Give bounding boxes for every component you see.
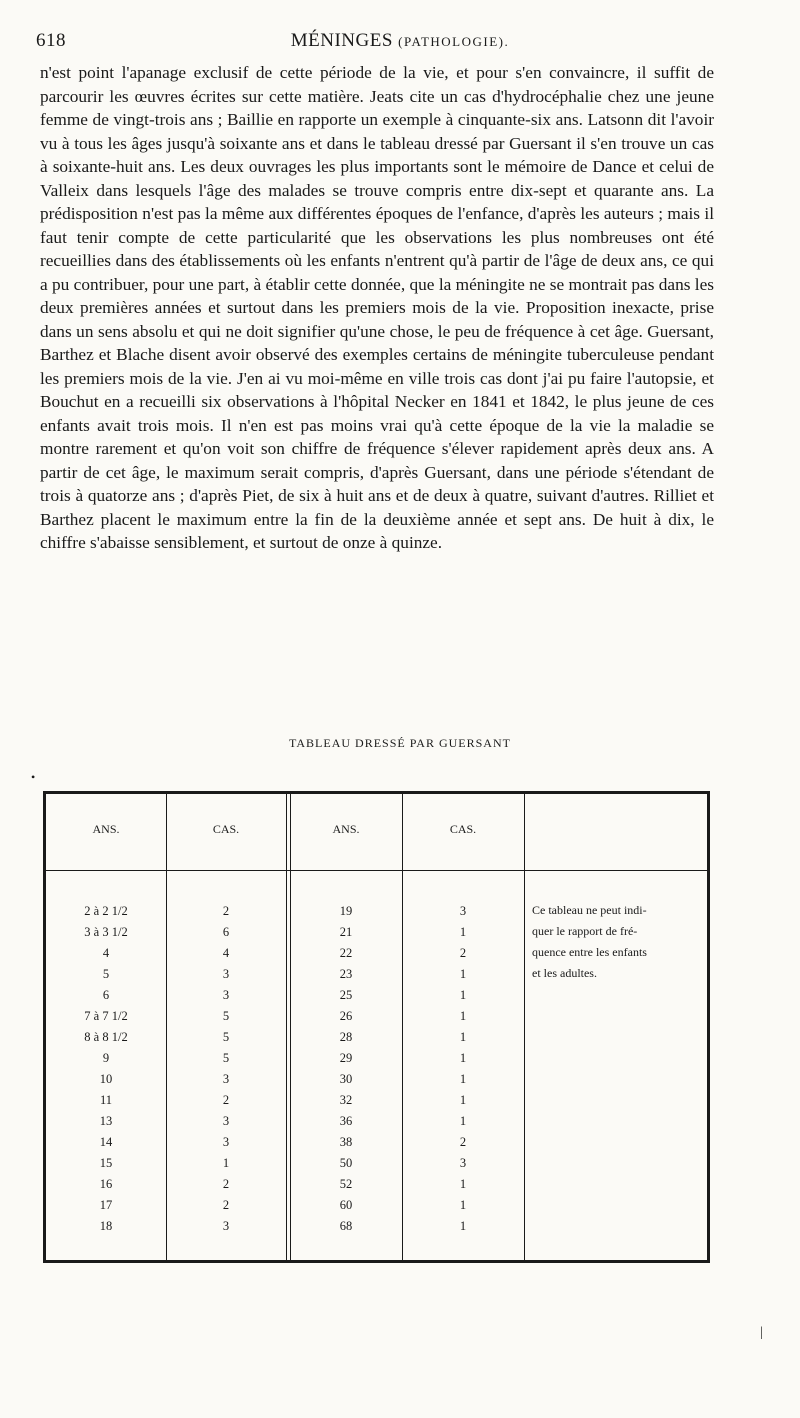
table-caption: TABLEAU DRESSÉ PAR GUERSANT bbox=[289, 736, 511, 750]
table-cell: 1 bbox=[459, 967, 467, 981]
table-cell: 1 bbox=[459, 1009, 467, 1023]
header-ans-right: ANS. bbox=[332, 822, 360, 836]
table-cell: 18 bbox=[99, 1219, 113, 1233]
table-cell: 21 bbox=[339, 925, 353, 939]
table-cell: 3 bbox=[222, 1219, 230, 1233]
table-cell: 5 bbox=[222, 1030, 230, 1044]
table-cell: 2 bbox=[222, 1093, 230, 1107]
column-ans-right bbox=[290, 901, 402, 1237]
table-cell: 15 bbox=[99, 1156, 113, 1170]
table-cell: 2 bbox=[222, 1198, 230, 1212]
stray-mark: • bbox=[31, 770, 36, 784]
column-divider bbox=[524, 794, 525, 1260]
table-cell: 60 bbox=[339, 1198, 353, 1212]
table-cell: 23 bbox=[339, 967, 353, 981]
table-cell: 6 bbox=[102, 988, 110, 1002]
table-cell: 1 bbox=[459, 1198, 467, 1212]
table-cell: 1 bbox=[459, 1219, 467, 1233]
table-cell: 26 bbox=[339, 1009, 353, 1023]
table-cell: 9 bbox=[102, 1051, 110, 1065]
table-cell: 1 bbox=[459, 1114, 467, 1128]
guersant-table bbox=[43, 791, 710, 1263]
table-cell: 38 bbox=[339, 1135, 353, 1149]
table-cell: 3 à 3 1/2 bbox=[84, 925, 128, 939]
table-cell: 5 bbox=[102, 967, 110, 981]
table-cell: 2 bbox=[222, 904, 230, 918]
table-cell: 1 bbox=[459, 1030, 467, 1044]
table-cell: 7 à 7 1/2 bbox=[84, 1009, 128, 1023]
table-cell: 19 bbox=[339, 904, 353, 918]
header-cas-right: CAS. bbox=[449, 822, 477, 836]
table-cell: 5 bbox=[222, 1051, 230, 1065]
table-note bbox=[532, 900, 702, 984]
table-cell: 29 bbox=[339, 1051, 353, 1065]
table-cell: 3 bbox=[222, 1135, 230, 1149]
note-line: quence entre les enfants bbox=[532, 945, 647, 959]
table-cell: 4 bbox=[222, 946, 230, 960]
running-title-main: MÉNINGES bbox=[290, 30, 393, 51]
table-cell: 1 bbox=[459, 1177, 467, 1191]
page-header bbox=[36, 30, 764, 54]
table-cell: 30 bbox=[339, 1072, 353, 1086]
note-line: Ce tableau ne peut indi- bbox=[532, 903, 647, 917]
table-cell: 1 bbox=[459, 988, 467, 1002]
table-cell: 17 bbox=[99, 1198, 113, 1212]
table-cell: 36 bbox=[339, 1114, 353, 1128]
table-cell: 16 bbox=[99, 1177, 113, 1191]
note-line: quer le rapport de fré- bbox=[532, 924, 638, 938]
table-cell: 68 bbox=[339, 1219, 353, 1233]
table-cell: 3 bbox=[459, 1156, 467, 1170]
table-cell: 1 bbox=[222, 1156, 230, 1170]
table-cell: 1 bbox=[459, 1051, 467, 1065]
table-cell: 1 bbox=[459, 925, 467, 939]
table-cell: 28 bbox=[339, 1030, 353, 1044]
page-number: 618 bbox=[36, 30, 66, 51]
header-rule bbox=[46, 870, 707, 871]
table-cell: 2 à 2 1/2 bbox=[84, 904, 128, 918]
body-paragraph: n'est point l'apanage exclusif de cette période de la vie, et pour s'en convaincre, il suffit de parcourir les œuvres écrites sur cette matière. Jeats cite un cas d'hydrocéphalie chez une jeune femme de vingt-trois ans ; Baillie en rapporte un exemple à cinquante-six ans. Latsonn dit l'avoir vu à tous les âges jusqu'à soixante ans et dans le tableau dressé par Guersant il s'en trouve un cas à soixante-huit ans. Les deux ouvrages les plus importants sont le mémoire de Dance et celui de Valleix dans lesquels l'âge des malades se trouve compris entre dix-sept et quarante ans. La prédisposition n'est pas la même aux différentes époques de l'enfance, d'après les auteurs ; mais il faut tenir compte de cette particularité que les observations les plus nombreuses ont été recueillies dans des établissements où les enfants n'entrent qu'à partir de l'âge de deux ans, ce qui a pu contribuer, pour une part, à établir cette donnée, que la méningite ne se montrait pas dans les deux premières années et surtout dans les premiers mois de la vie. Proposition inexacte, prise dans un sens absolu et qui ne doit signifier qu'une chose, le peu de fréquence à cet âge. Guersant, Barthez et Blache disent avoir observé des exemples certains de méningite tuberculeuse pendant les premiers mois de la vie. J'en ai vu moi-même en ville trois cas dont j'ai pu faire l'autopsie, et Bouchut en a recueilli six observations à l'hôpital Necker en 1841 et 1842, le plus jeune de ces enfants avait trois mois. Il n'en est pas moins vrai qu'à cette époque de la vie la maladie se montre rarement et qu'on voit son chiffre de fréquence s'élever rapidement après deux ans. A partir de cet âge, le maximum serait compris, d'après Guersant, dans une période s'étendant de trois à quatorze ans ; d'après Piet, de six à huit ans et de deux à quatre, suivant d'autres. Rilliet et Barthez placent le maximum entre la fin de la deuxième année et sept ans. De huit à dix, le chiffre s'abaisse sensiblement, et surtout de onze à quinze. bbox=[40, 63, 714, 552]
table-cell: 13 bbox=[99, 1114, 113, 1128]
table-cell: 14 bbox=[99, 1135, 113, 1149]
header-ans-left: ANS. bbox=[92, 822, 120, 836]
table-cell: 3 bbox=[222, 1114, 230, 1128]
running-title-sub: (PATHOLOGIE). bbox=[398, 34, 510, 49]
column-cas-right bbox=[402, 901, 524, 1237]
column-cas-left bbox=[166, 901, 286, 1237]
table-cell: 2 bbox=[459, 946, 467, 960]
table-cell: 10 bbox=[99, 1072, 113, 1086]
stray-mark: | bbox=[760, 1325, 763, 1340]
table-cell: 3 bbox=[222, 967, 230, 981]
table-cell: 32 bbox=[339, 1093, 353, 1107]
running-title bbox=[36, 30, 764, 52]
table-cell: 2 bbox=[459, 1135, 467, 1149]
note-line: et les adultes. bbox=[532, 966, 597, 980]
table-cell: 3 bbox=[222, 1072, 230, 1086]
table-cell: 22 bbox=[339, 946, 353, 960]
header-cas-left: CAS. bbox=[212, 822, 240, 836]
table-cell: 5 bbox=[222, 1009, 230, 1023]
table-cell: 8 à 8 1/2 bbox=[84, 1030, 128, 1044]
table-cell: 2 bbox=[222, 1177, 230, 1191]
table-cell: 52 bbox=[339, 1177, 353, 1191]
table-cell: 3 bbox=[222, 988, 230, 1002]
column-ans-left bbox=[46, 901, 166, 1237]
table-cell: 1 bbox=[459, 1093, 467, 1107]
table-cell: 25 bbox=[339, 988, 353, 1002]
table-cell: 4 bbox=[102, 946, 110, 960]
table-cell: 50 bbox=[339, 1156, 353, 1170]
table-cell: 11 bbox=[99, 1093, 113, 1107]
table-cell: 1 bbox=[459, 1072, 467, 1086]
table-cell: 3 bbox=[459, 904, 467, 918]
table-cell: 6 bbox=[222, 925, 230, 939]
